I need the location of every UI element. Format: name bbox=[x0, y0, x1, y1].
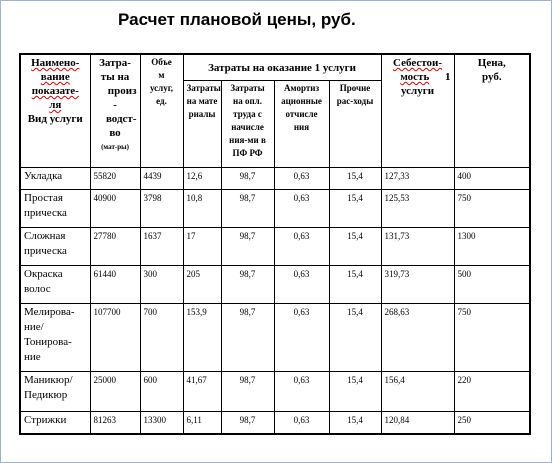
row-name: Окраска волос bbox=[20, 266, 90, 304]
cell-labor: 98,7 bbox=[221, 168, 274, 190]
table-body bbox=[20, 168, 530, 434]
cell-amort: 0,63 bbox=[274, 372, 329, 412]
cell-materials: 12,6 bbox=[183, 168, 221, 190]
table-row bbox=[20, 412, 530, 434]
header-amortization: Амортиз ационные отчисле ния bbox=[274, 81, 329, 168]
cell-amort: 0,63 bbox=[274, 168, 329, 190]
cell-volume: 13300 bbox=[140, 412, 183, 434]
header-labor: Затраты на опл. труда с начисле ния-ми в ПФ РФ bbox=[221, 81, 274, 168]
cell-volume: 1637 bbox=[140, 228, 183, 266]
cell-labor: 98,7 bbox=[221, 412, 274, 434]
row-name: Мелирова-ние/ Тонирова-ние bbox=[20, 304, 90, 372]
cell-other: 15,4 bbox=[329, 190, 381, 228]
cell-prod: 40900 bbox=[90, 190, 140, 228]
cell-price: 250 bbox=[454, 412, 530, 434]
cell-materials: 41,67 bbox=[183, 372, 221, 412]
header-cost-price: Себестои- мость 1 услуги bbox=[381, 54, 454, 168]
cell-prod: 27780 bbox=[90, 228, 140, 266]
cell-other: 15,4 bbox=[329, 168, 381, 190]
table-row bbox=[20, 228, 530, 266]
cell-prod: 25000 bbox=[90, 372, 140, 412]
cell-materials: 153,9 bbox=[183, 304, 221, 372]
cell-cost: 268,63 bbox=[381, 304, 454, 372]
cell-other: 15,4 bbox=[329, 304, 381, 372]
cell-price: 220 bbox=[454, 372, 530, 412]
cell-other: 15,4 bbox=[329, 228, 381, 266]
header-price: Цена, руб. bbox=[454, 54, 530, 168]
cell-price: 750 bbox=[454, 304, 530, 372]
cell-volume: 4439 bbox=[140, 168, 183, 190]
cell-cost: 156,4 bbox=[381, 372, 454, 412]
cell-amort: 0,63 bbox=[274, 266, 329, 304]
cell-volume: 3798 bbox=[140, 190, 183, 228]
cell-other: 15,4 bbox=[329, 266, 381, 304]
cell-labor: 98,7 bbox=[221, 190, 274, 228]
cell-volume: 700 bbox=[140, 304, 183, 372]
cell-amort: 0,63 bbox=[274, 304, 329, 372]
row-name: Укладка bbox=[20, 168, 90, 190]
cell-amort: 0,63 bbox=[274, 190, 329, 228]
cell-materials: 205 bbox=[183, 266, 221, 304]
cell-labor: 98,7 bbox=[221, 266, 274, 304]
header-name: Наимено- вание показате- ля Вид услуги bbox=[20, 54, 90, 168]
cell-price: 1300 bbox=[454, 228, 530, 266]
cell-labor: 98,7 bbox=[221, 304, 274, 372]
table-row bbox=[20, 304, 530, 372]
row-name: Сложная прическа bbox=[20, 228, 90, 266]
table-row bbox=[20, 190, 530, 228]
table-row bbox=[20, 266, 530, 304]
page-title: Расчет плановой цены, руб. bbox=[118, 10, 356, 29]
cell-prod: 55820 bbox=[90, 168, 140, 190]
cell-cost: 319,73 bbox=[381, 266, 454, 304]
header-production-costs: Затра- ты на произ - водст- во (мат-ры) bbox=[90, 54, 140, 168]
cell-prod: 81263 bbox=[90, 412, 140, 434]
price-table bbox=[19, 53, 531, 435]
header-service-costs: Затраты на оказание 1 услуги bbox=[183, 54, 381, 81]
cell-other: 15,4 bbox=[329, 412, 381, 434]
row-name: Стрижки bbox=[20, 412, 90, 434]
cell-price: 750 bbox=[454, 190, 530, 228]
cell-volume: 300 bbox=[140, 266, 183, 304]
cell-cost: 125,53 bbox=[381, 190, 454, 228]
cell-cost: 127,33 bbox=[381, 168, 454, 190]
row-name: Маникюр/ Педикюр bbox=[20, 372, 90, 412]
cell-materials: 6,11 bbox=[183, 412, 221, 434]
cell-cost: 131,73 bbox=[381, 228, 454, 266]
cell-price: 500 bbox=[454, 266, 530, 304]
header-other: Прочие рас-ходы bbox=[329, 81, 381, 168]
row-name: Простая прическа bbox=[20, 190, 90, 228]
header-volume: Объе м услуг, ед. bbox=[140, 54, 183, 168]
table-row bbox=[20, 372, 530, 412]
table-row bbox=[20, 168, 530, 190]
cell-cost: 120,84 bbox=[381, 412, 454, 434]
cell-materials: 10,8 bbox=[183, 190, 221, 228]
cell-prod: 61440 bbox=[90, 266, 140, 304]
cell-price: 400 bbox=[454, 168, 530, 190]
cell-labor: 98,7 bbox=[221, 372, 274, 412]
cell-amort: 0,63 bbox=[274, 228, 329, 266]
cell-amort: 0,63 bbox=[274, 412, 329, 434]
cell-prod: 107700 bbox=[90, 304, 140, 372]
header-materials: Затраты на мате риалы bbox=[183, 81, 221, 168]
cell-labor: 98,7 bbox=[221, 228, 274, 266]
cell-volume: 600 bbox=[140, 372, 183, 412]
cell-other: 15,4 bbox=[329, 372, 381, 412]
cell-materials: 17 bbox=[183, 228, 221, 266]
